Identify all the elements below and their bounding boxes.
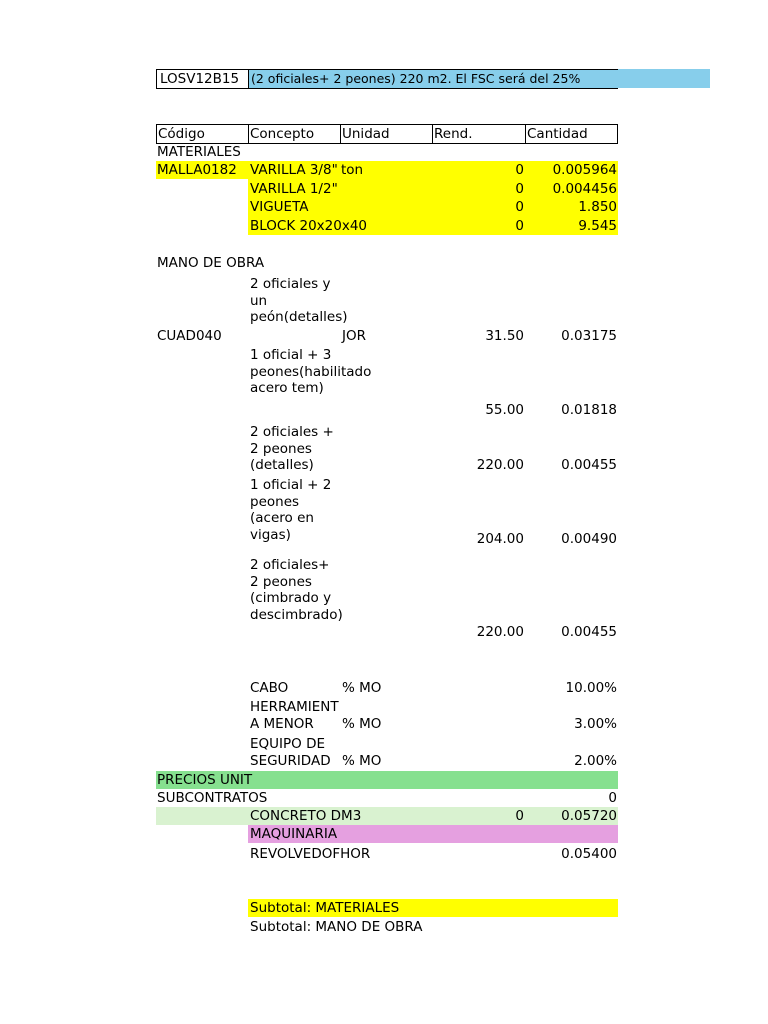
- col-cantidad: Cantidad: [527, 126, 588, 142]
- extra-unit: % MO: [342, 680, 382, 696]
- extra-qty: 2.00%: [574, 753, 617, 769]
- extra-qty: 3.00%: [574, 716, 617, 732]
- table-row-qty: 0.00455: [561, 457, 617, 473]
- table-row-rend: 220.00: [476, 624, 524, 640]
- precios-unit-label: PRECIOS UNIT: [157, 772, 253, 788]
- table-row-rend: 220.00: [476, 457, 524, 473]
- subcontratos-label: SUBCONTRATOS: [157, 790, 268, 806]
- header-code: LOSV12B15: [160, 71, 240, 87]
- table-row-rend: 204.00: [476, 531, 524, 547]
- table-row-concept: 2 oficiales + 2 peones (detalles): [250, 424, 334, 473]
- table-row-qty: 1.850: [578, 199, 617, 215]
- concreto-rend: 0: [515, 808, 524, 824]
- table-row-rend: 0: [515, 218, 524, 234]
- extra-concept: EQUIPO DE SEGURIDAD: [250, 736, 331, 769]
- revolvedora-qty: 0.05400: [561, 846, 617, 862]
- col-unidad: Unidad: [342, 126, 390, 142]
- subtotal-mano-obra: Subtotal: MANO DE OBRA: [250, 919, 423, 935]
- revolvedora-concept: REVOLVEDOFHOR: [250, 846, 371, 862]
- table-row-concept: BLOCK 20x20x40: [250, 218, 368, 234]
- table-row-qty: 0.00490: [561, 531, 617, 547]
- table-row-rend: 0: [515, 181, 524, 197]
- table-row-qty: 0.01818: [561, 402, 617, 418]
- subcontratos-qty: 0: [608, 790, 617, 806]
- extra-concept: CABO: [250, 680, 289, 696]
- extra-unit: % MO: [342, 716, 382, 732]
- table-row-unit: JOR: [342, 328, 366, 344]
- table-row-qty: 0.005964: [552, 162, 617, 178]
- table-row-qty: 0.03175: [561, 328, 617, 344]
- table-row-rend: 0: [515, 162, 524, 178]
- table-row-rend: 0: [515, 199, 524, 215]
- extra-unit: % MO: [342, 753, 382, 769]
- table-row-qty: 0.00455: [561, 624, 617, 640]
- table-row-concept: VIGUETA: [250, 199, 309, 215]
- subtotal-materiales: Subtotal: MATERIALES: [250, 900, 400, 916]
- concreto-concept: CONCRETO DM3: [250, 808, 362, 824]
- extra-qty: 10.00%: [565, 680, 617, 696]
- extra-concept: HERRAMIENTA MENOR: [250, 699, 339, 732]
- table-row-concept: VARILLA 1/2": [250, 181, 338, 197]
- col-codigo: Código: [158, 126, 205, 142]
- table-row-concept: 2 oficiales y un peón(detalles): [250, 276, 348, 325]
- table-row-qty: 0.004456: [552, 181, 617, 197]
- concreto-qty: 0.05720: [561, 808, 617, 824]
- table-row-concept: VARILLA 3/8": [250, 162, 338, 178]
- table-row-unit: ton: [341, 162, 364, 178]
- col-concepto: Concepto: [250, 126, 315, 142]
- materiales-label: MATERIALES: [157, 144, 241, 160]
- table-row-rend: 31.50: [485, 328, 524, 344]
- table-row-concept: 1 oficial + 3 peones(habilitado acero tem): [250, 347, 372, 396]
- table-row-code: MALLA0182: [157, 162, 237, 178]
- table-row-concept: 1 oficial + 2 peones (acero en vigas): [250, 477, 332, 543]
- mano-obra-label: MANO DE OBRA: [157, 255, 265, 271]
- table-row-concept: 2 oficiales+ 2 peones (cimbrado y descimbrado): [250, 557, 343, 623]
- maquinaria-label: MAQUINARIA: [250, 826, 338, 842]
- header-description: (2 oficiales+ 2 peones) 220 m2. El FSC será del 25%: [251, 71, 581, 86]
- col-rend: Rend.: [434, 126, 473, 142]
- table-row-code: CUAD040: [157, 328, 222, 344]
- table-row-qty: 9.545: [578, 218, 617, 234]
- table-row-rend: 55.00: [485, 402, 524, 418]
